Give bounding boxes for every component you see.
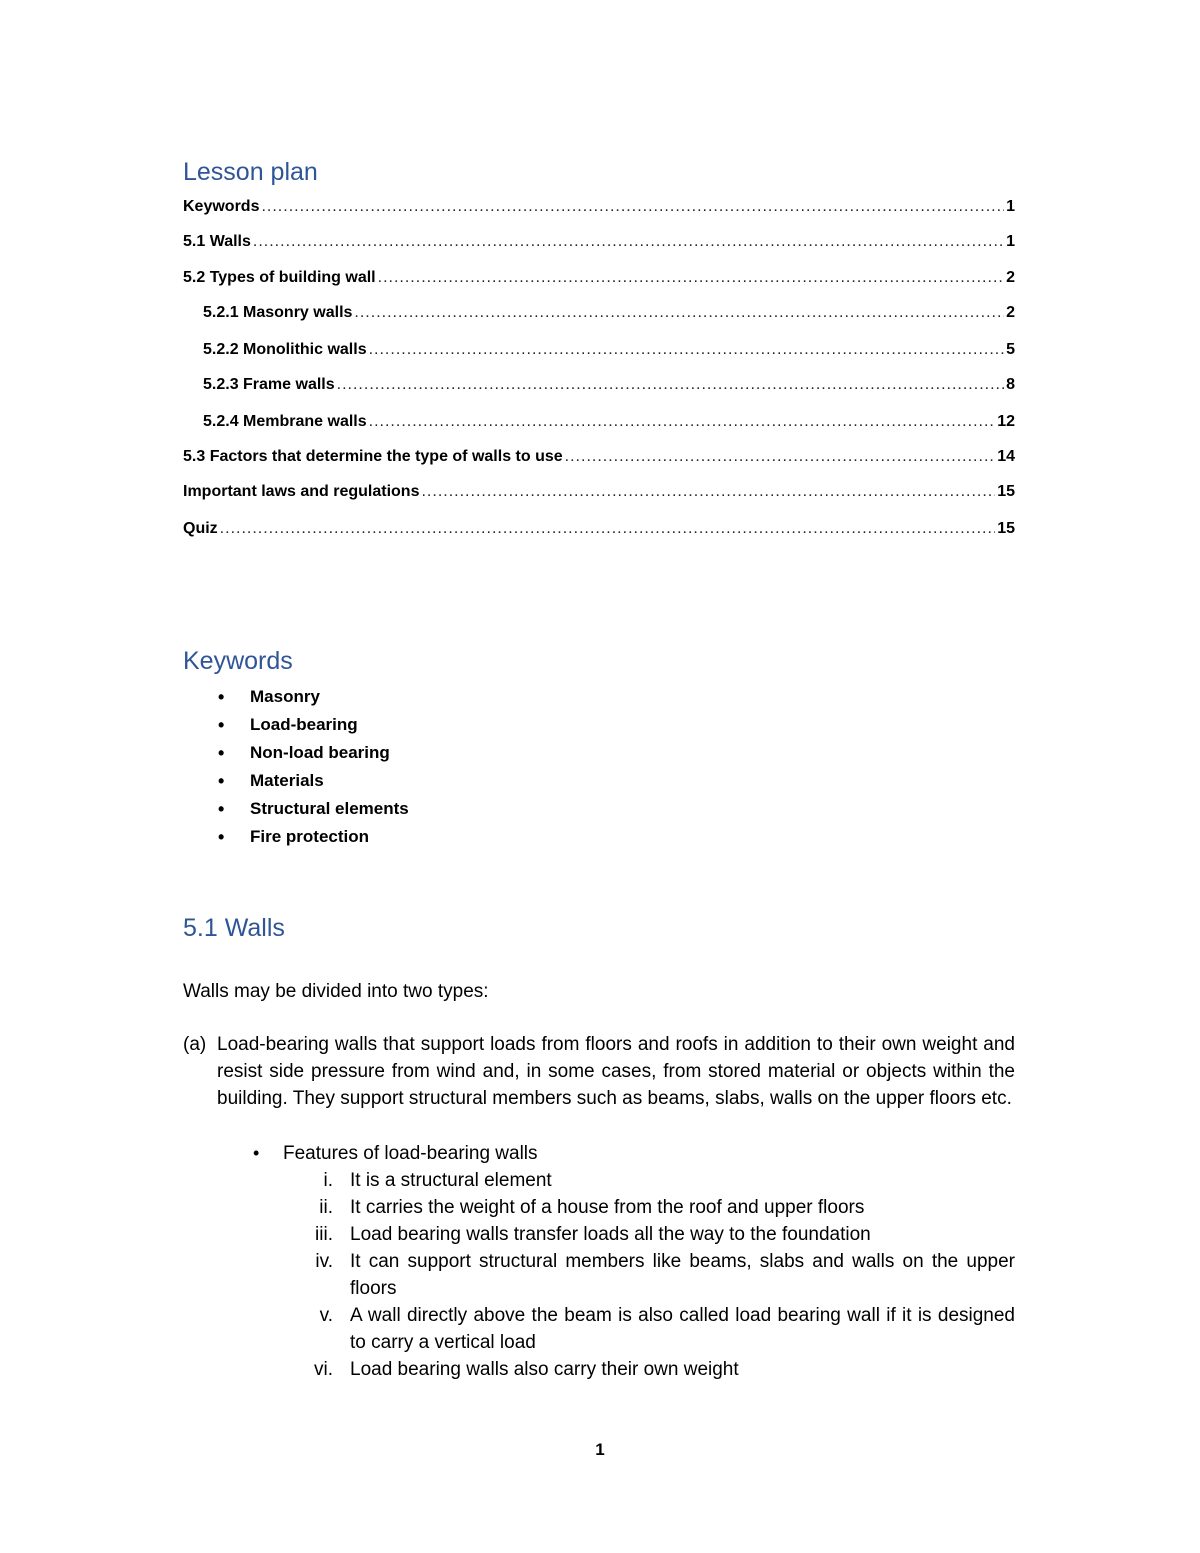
feature-text: Load bearing walls transfer loads all the way to the foundation — [350, 1224, 871, 1245]
toc-entry[interactable] — [183, 267, 1015, 289]
toc-leader-dots — [253, 231, 1004, 253]
feature-marker: ii. — [319, 1197, 333, 1218]
toc-entry-label: 5.3 Factors that determine the type of walls to use — [183, 448, 563, 465]
feature-marker: iii. — [315, 1224, 333, 1245]
toc-heading: Lesson plan — [183, 158, 318, 186]
toc-entry[interactable] — [183, 481, 1015, 503]
feature-text: A wall directly above the beam is also called load bearing wall if it is designed to carry a vertical load — [350, 1305, 1015, 1353]
toc-entry-page: 8 — [1006, 376, 1015, 393]
toc-entry-page: 5 — [1006, 341, 1015, 358]
toc-entry[interactable] — [183, 446, 1015, 468]
toc-entry-label: 5.2.2 Monolithic walls — [203, 341, 367, 358]
features-list — [183, 1140, 1015, 1383]
toc-leader-dots — [220, 518, 996, 540]
feature-text: Load bearing walls also carry their own weight — [350, 1359, 739, 1380]
paragraph-marker: (a) — [183, 1034, 207, 1055]
toc-entry-label: Important laws and regulations — [183, 483, 420, 500]
feature-text: It is a structural element — [350, 1170, 552, 1191]
bullet-icon: • — [218, 743, 225, 763]
toc-entry-label: 5.2.4 Membrane walls — [203, 413, 367, 430]
toc-leader-dots — [421, 481, 995, 503]
feature-marker: iv. — [315, 1251, 333, 1272]
feature-item — [183, 1221, 1015, 1248]
feature-item — [183, 1302, 1015, 1356]
toc-leader-dots — [354, 302, 1004, 324]
keywords-list — [183, 684, 409, 852]
feature-text: It can support structural members like beams, slabs and walls on the upper floors — [350, 1251, 1015, 1299]
toc-entry-page: 12 — [997, 413, 1015, 430]
toc-leader-dots — [261, 196, 1004, 218]
load-bearing-paragraph — [183, 1031, 1015, 1112]
keyword-text: Fire protection — [250, 827, 370, 846]
bullet-icon: • — [218, 799, 225, 819]
keyword-text: Non-load bearing — [250, 743, 390, 762]
keywords-heading: Keywords — [183, 647, 293, 675]
toc-leader-dots — [369, 339, 1005, 361]
toc-entry-page: 15 — [997, 520, 1015, 537]
bullet-icon: • — [218, 827, 225, 847]
bullet-icon: • — [253, 1143, 260, 1163]
toc-leader-dots — [378, 267, 1004, 289]
feature-marker: i. — [323, 1170, 333, 1191]
toc-entry-page: 2 — [1006, 304, 1015, 321]
toc-entry-label: 5.2.3 Frame walls — [203, 376, 335, 393]
toc-entry-label: 5.2.1 Masonry walls — [203, 304, 353, 321]
keyword-text: Structural elements — [250, 799, 409, 818]
feature-marker: v. — [319, 1305, 333, 1326]
feature-text: It carries the weight of a house from the roof and upper floors — [350, 1197, 865, 1218]
toc-entry[interactable] — [183, 374, 1015, 396]
keyword-text: Masonry — [250, 687, 320, 706]
toc-entry[interactable] — [183, 196, 1015, 218]
paragraph-text: Load-bearing walls that support loads from floors and roofs in addition to their own weight and resist side pressure from wind and, in some cases, from stored material or objects within the building. They support structural members such as beams, slabs, walls on the upper floors etc. — [217, 1034, 1015, 1109]
features-heading-item — [183, 1140, 1015, 1167]
walls-heading: 5.1 Walls — [183, 914, 285, 942]
page-number: 1 — [595, 1440, 605, 1459]
keyword-item — [183, 796, 409, 824]
bullet-icon: • — [218, 771, 225, 791]
toc-leader-dots — [369, 411, 996, 433]
toc-entry[interactable] — [183, 339, 1015, 361]
toc-entry-page: 1 — [1006, 233, 1015, 250]
feature-item — [183, 1194, 1015, 1221]
keyword-item — [183, 768, 409, 796]
toc-entry-label: 5.1 Walls — [183, 233, 251, 250]
bullet-icon: • — [218, 687, 225, 707]
feature-item — [183, 1356, 1015, 1383]
toc-leader-dots — [565, 446, 996, 468]
toc-entry[interactable] — [183, 231, 1015, 253]
keyword-item — [183, 824, 409, 852]
toc-entry-label: 5.2 Types of building wall — [183, 269, 376, 286]
feature-marker: vi. — [314, 1359, 333, 1380]
keyword-item — [183, 740, 409, 768]
toc-entry-label: Keywords — [183, 198, 260, 215]
keyword-text: Materials — [250, 771, 324, 790]
walls-intro: Walls may be divided into two types: — [183, 981, 489, 1002]
features-heading: Features of load-bearing walls — [283, 1143, 538, 1164]
bullet-icon: • — [218, 715, 225, 735]
toc-entry-page: 2 — [1006, 269, 1015, 286]
toc-entry-page: 1 — [1006, 198, 1015, 215]
toc-entry-page: 15 — [997, 483, 1015, 500]
toc-entry-label: Quiz — [183, 520, 218, 537]
feature-item — [183, 1167, 1015, 1194]
toc-entry[interactable] — [183, 518, 1015, 540]
toc-entry[interactable] — [183, 302, 1015, 324]
toc-entry-page: 14 — [997, 448, 1015, 465]
toc-entry[interactable] — [183, 411, 1015, 433]
feature-item — [183, 1248, 1015, 1302]
toc-leader-dots — [337, 374, 1004, 396]
keyword-item — [183, 712, 409, 740]
keyword-text: Load-bearing — [250, 715, 358, 734]
keyword-item — [183, 684, 409, 712]
